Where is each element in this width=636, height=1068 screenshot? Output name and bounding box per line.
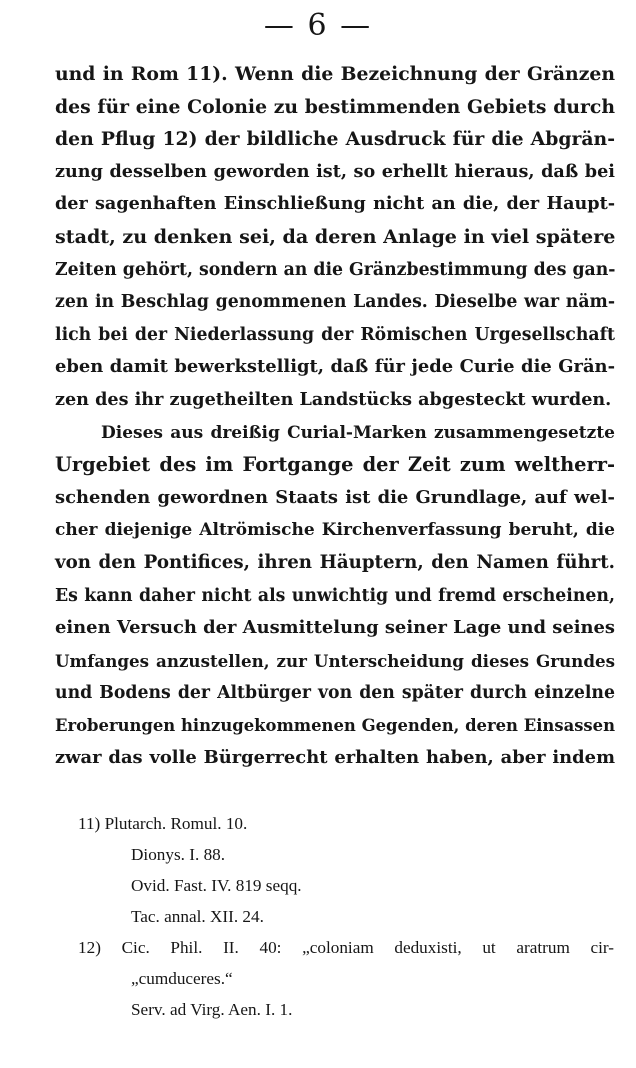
text-line: Es kann daher nicht als unwichtig und fremd erscheinen, xyxy=(55,585,615,606)
text-line: zung desselben geworden ist, so erhellt hieraus, daß bei xyxy=(55,160,615,182)
text-line: schenden gewordnen Staats ist die Grundlage, auf wel- xyxy=(55,486,615,508)
text-line: und in Rom 11). Wenn die Bezeichnung der Gränzen xyxy=(55,63,615,85)
text-line: des für eine Colonie zu bestimmenden Gebiets durch xyxy=(55,95,615,118)
text-line: zwar das volle Bürgerrecht erhalten haben, aber indem xyxy=(55,747,615,769)
text-line: und Bodens der Altbürger von den später durch einzelne xyxy=(55,683,615,704)
text-line: Zeiten gehört, sondern an die Gränzbestimmung des gan- xyxy=(55,259,616,280)
footnote-12: 12) Cic. Phil. II. 40: „coloniam deduxisti, ut aratrum cir- xyxy=(78,938,614,957)
footnote-line: Ovid. Fast. IV. 819 seqq. xyxy=(131,876,302,895)
text-line: den Pflug 12) der bildliche Ausdruck für die Abgrän- xyxy=(55,128,615,151)
footnote-line: Tac. annal. XII. 24. xyxy=(131,907,264,926)
text-line: der sagenhaften Einschließung nicht an die, der Haupt- xyxy=(55,193,615,215)
text-line: zen des ihr zugetheilten Landstücks abgesteckt wurden. xyxy=(55,388,612,410)
footnotes xyxy=(78,808,614,1025)
text-line: Urgebiet des im Fortgange der Zeit zum weltherr- xyxy=(55,453,615,477)
paragraph-start-line: Dieses aus dreißig Curial-Marken zusammengesetzte xyxy=(101,422,615,443)
text-line: einen Versuch der Ausmittelung seiner Lage und seines xyxy=(55,617,615,639)
text-line: cher diejenige Altrömische Kirchenverfassung beruht, die xyxy=(55,520,615,541)
text-line: zen in Beschlag genommenen Landes. Dieselbe war näm- xyxy=(55,292,615,313)
text-line: lich bei der Niederlassung der Römischen Urgesellschaft xyxy=(55,324,615,345)
footnote-line: „cumduceres.“ xyxy=(131,969,233,988)
footnote-line: Dionys. I. 88. xyxy=(131,845,226,864)
main-text xyxy=(55,58,615,775)
page-number: — 6 — xyxy=(263,8,373,43)
footnote-11: 11) Plutarch. Romul. 10. xyxy=(78,814,248,833)
footnote-line: Serv. ad Virg. Aen. I. 1. xyxy=(131,1000,293,1019)
text-line: Umfanges anzustellen, zur Unterscheidung dieses Grundes xyxy=(55,650,615,671)
text-line: eben damit bewerkstelligt, daß für jede Curie die Grän- xyxy=(55,356,615,378)
text-line: von den Pontifices, ihren Häuptern, den Namen führt. xyxy=(55,551,615,573)
text-line: stadt, zu denken sei, da deren Anlage in viel spätere xyxy=(55,224,616,248)
text-line: Eroberungen hinzugekommenen Gegenden, deren Einsassen xyxy=(55,715,615,735)
